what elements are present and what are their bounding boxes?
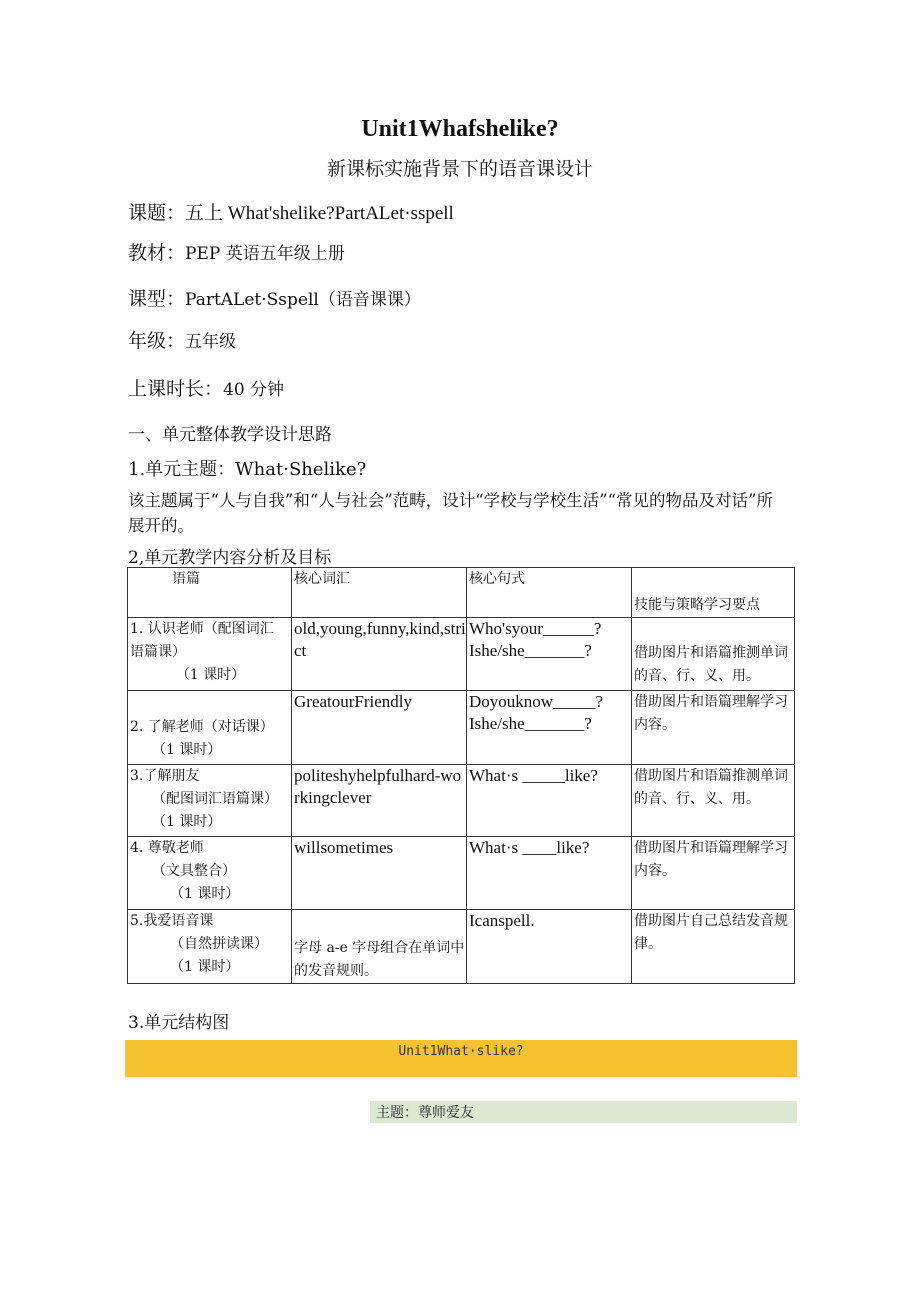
info-textbook	[128, 238, 345, 265]
unit-content-table	[127, 567, 795, 984]
table-row	[128, 618, 795, 691]
section-paragraph: 该主题属于“人与自我”和“人与社会”范畴，设计“学校与学校生活”“常见的物品及对话”所展开的。	[128, 491, 773, 535]
table-row	[128, 910, 795, 984]
table-cell: 2. 了解老师（对话课） （1 课时）	[128, 691, 292, 765]
table-cell: politeshyhelpfulhard-workingclever	[292, 765, 467, 837]
table-header: 语篇	[128, 568, 292, 618]
table-cell: 1. 认识老师（配图词汇 语篇课） （1 课时）	[128, 618, 292, 691]
table-cell: Icanspell.	[467, 910, 632, 984]
info-lesson-type	[128, 284, 421, 311]
table-cell: What·s _____like?	[467, 765, 632, 837]
table-cell: 字母 a-e 字母组合在单词中的发音规则。	[292, 910, 467, 984]
section-heading-1: 一、单元整体教学设计思路	[128, 425, 332, 445]
table-cell: What·s ____like?	[467, 837, 632, 910]
table-cell: Who'syour______? Ishe/she_______?	[467, 618, 632, 691]
document-title: Unit1Whafshelike?	[361, 116, 559, 142]
table-cell: 4. 尊敬老师 （文具整合） （1 课时）	[128, 837, 292, 910]
structure-theme-label: 主题：尊师爱友	[376, 1105, 474, 1121]
info-topic	[128, 198, 454, 225]
table-cell: old,young,funny,kind,strict	[292, 618, 467, 691]
info-value: PEP 英语五年级上册	[185, 244, 345, 264]
table-cell: willsometimes	[292, 837, 467, 910]
table-row	[128, 765, 795, 837]
info-label: 课题：	[128, 202, 186, 224]
table-header: 技能与策略学习要点	[632, 568, 795, 618]
table-cell: 3.了解朋友 （配图词汇语篇课） （1 课时）	[128, 765, 292, 837]
structure-root-node	[125, 1040, 797, 1077]
table-header: 核心词汇	[292, 568, 467, 618]
table-row	[128, 837, 795, 910]
table-cell: 借助图片自己总结发音规律。	[632, 910, 795, 984]
table-header-row	[128, 568, 795, 618]
info-value: 五年级	[185, 332, 237, 352]
info-duration	[128, 374, 284, 401]
table-cell: GreatourFriendly	[292, 691, 467, 765]
info-value: 五上 What'shelike?PartALet·sspell	[185, 203, 454, 224]
info-label: 年级：	[128, 330, 186, 352]
info-value: PartALet·Sspell（语音课课）	[185, 290, 421, 310]
structure-root-label: Unit1What·slike?	[398, 1044, 524, 1059]
info-grade	[128, 326, 236, 353]
section-heading-3: 3.单元结构图	[128, 1013, 230, 1033]
section-heading-1-1: 1.单元主题：What·Shelike?	[128, 459, 367, 480]
table-cell: 借助图片和语篇推测单词的音、行、义、用。	[632, 765, 795, 837]
info-label: 教材：	[128, 242, 186, 264]
section-heading-2: 2,单元教学内容分析及目标	[128, 548, 332, 568]
table-cell: 5.我爱语音课 （自然拼读课） （1 课时）	[128, 910, 292, 984]
document-subtitle: 新课标实施背景下的语音课设计	[326, 158, 593, 180]
table-cell: 借助图片和语篇理解学习内容。	[632, 691, 795, 765]
structure-theme-node	[370, 1101, 797, 1123]
info-label: 上课时长：	[128, 378, 224, 400]
table-cell: Doyouknow_____? Ishe/she_______?	[467, 691, 632, 765]
info-value: 40 分钟	[223, 380, 285, 400]
table-row	[128, 691, 795, 765]
table-cell: 借助图片和语篇理解学习内容。	[632, 837, 795, 910]
table-cell: 借助图片和语篇推测单词的音、行、义、用。	[632, 618, 795, 691]
table-header: 核心句式	[467, 568, 632, 618]
info-label: 课型：	[128, 288, 186, 310]
